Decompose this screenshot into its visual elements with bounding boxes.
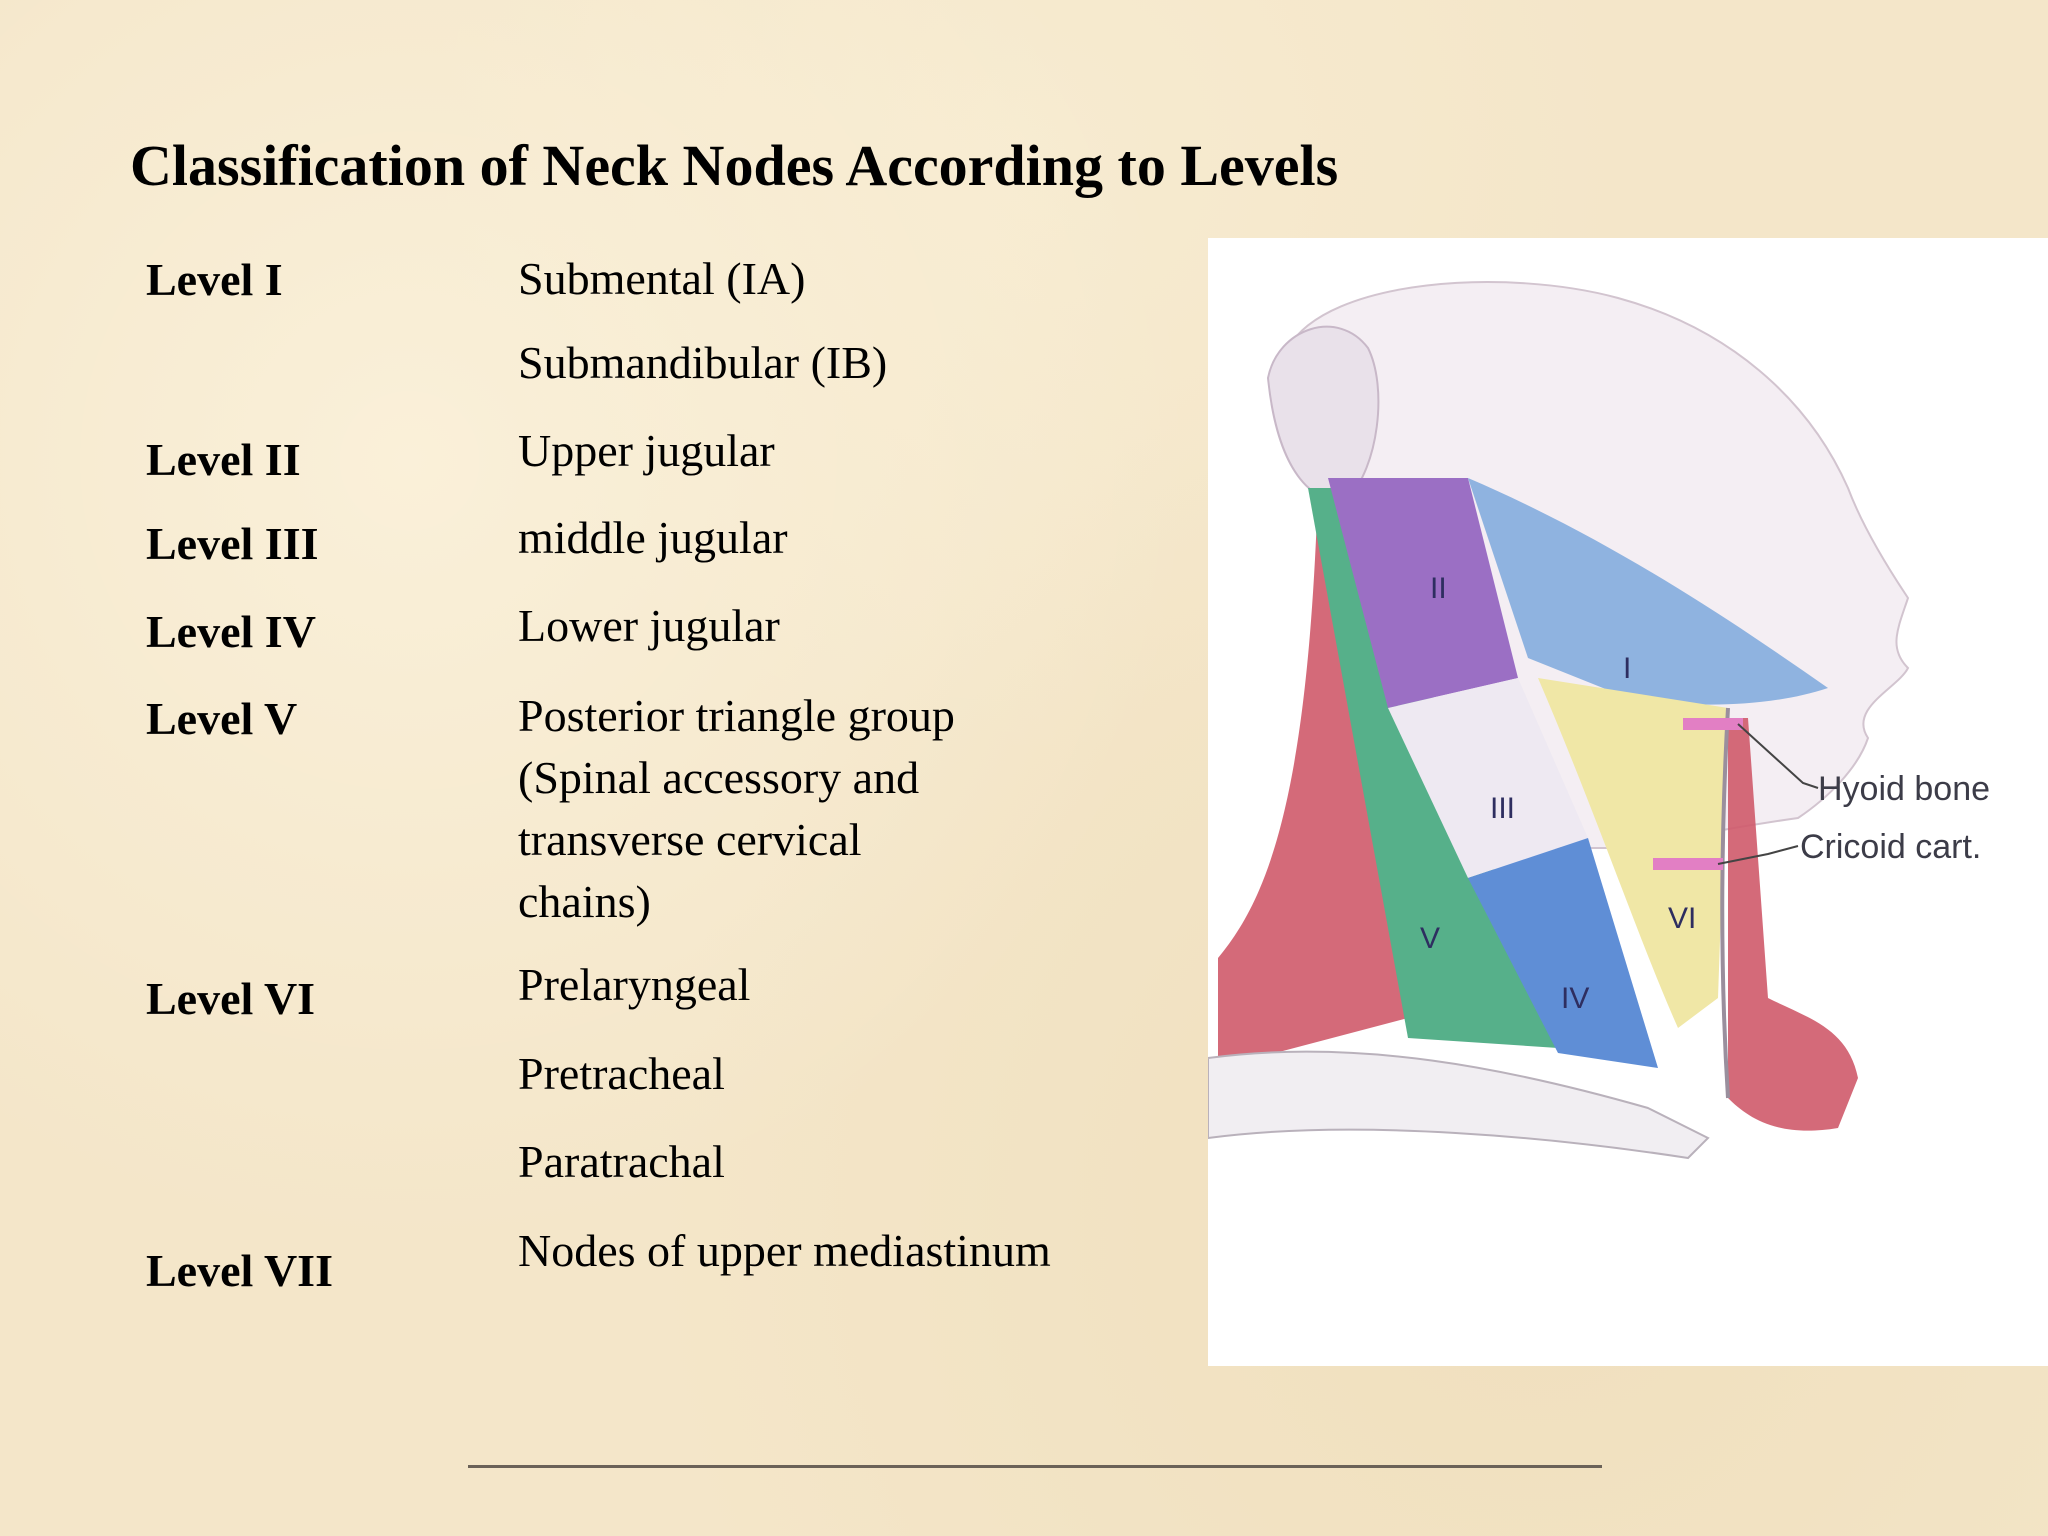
level-desc-5-line-2: (Spinal accessory and [518, 752, 920, 803]
level-desc-5-line-4: chains) [518, 876, 651, 927]
clavicle [1208, 1052, 1708, 1158]
cricoid-cartilage-label: Cricoid cart. [1800, 828, 1982, 866]
level-label-4: Level IV [146, 606, 316, 657]
level-label-2: Level II [146, 434, 301, 485]
mark-level-vi: VI [1668, 902, 1697, 935]
level-desc-7: Nodes of upper mediastinum [518, 1225, 1051, 1276]
level-desc-5-line-3: transverse cervical [518, 814, 862, 865]
mark-level-iv: IV [1561, 982, 1590, 1015]
level-desc-6c: Paratrachal [518, 1136, 725, 1187]
hyoid-bone-label: Hyoid bone [1818, 770, 1991, 808]
level-desc-4: Lower jugular [518, 600, 780, 651]
neck-levels-illustration [1208, 238, 2048, 1366]
footer-rule [468, 1465, 1602, 1468]
level-desc-1a: Submental (IA) [518, 253, 806, 304]
mark-level-v: V [1420, 922, 1441, 955]
slide-title: Classification of Neck Nodes According to Levels [130, 133, 1339, 198]
level-desc-6b: Pretracheal [518, 1048, 725, 1099]
level-label-7: Level VII [146, 1245, 333, 1296]
level-desc-1b: Submandibular (IB) [518, 337, 888, 388]
neck-diagram-svg [1208, 238, 2048, 1366]
level-desc-3: middle jugular [518, 512, 788, 563]
mark-level-ii: II [1430, 572, 1447, 605]
level-desc-2: Upper jugular [518, 425, 775, 476]
level-desc-6a: Prelaryngeal [518, 959, 751, 1010]
mark-level-i: I [1623, 652, 1632, 685]
level-label-5: Level V [146, 693, 298, 744]
hyoid-marker [1683, 718, 1743, 730]
mark-level-iii: III [1490, 792, 1516, 825]
level-label-3: Level III [146, 518, 319, 569]
level-label-1: Level I [146, 254, 283, 305]
ear [1268, 327, 1378, 500]
level-desc-5 [518, 685, 955, 933]
cricoid-marker [1653, 858, 1723, 870]
level-label-6: Level VI [146, 973, 316, 1024]
level-desc-5-line-1: Posterior triangle group [518, 690, 955, 741]
